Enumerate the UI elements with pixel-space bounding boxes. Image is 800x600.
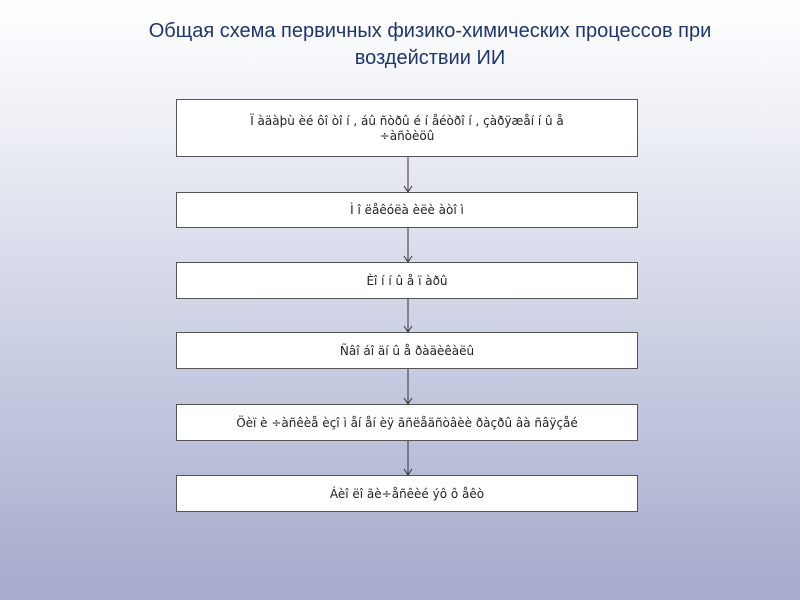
flow-box-molecule-atom <box>176 192 638 228</box>
flow-box-1-line-1: Ï àäàþù èé ôî òî í , áû ñòðû é í åéòðî í , çàðÿæåí í û å <box>250 114 564 128</box>
slide-title-line-2: воздействии ИИ <box>354 47 506 69</box>
slide-title-line-1: Общая схема первичных физико-химических процессов при <box>148 20 712 42</box>
flow-box-4-label: Ñâî áî äí û å ðàäèêàëû <box>339 344 475 358</box>
flow-box-radiation <box>176 99 638 157</box>
flow-box-cytological-changes <box>176 404 638 441</box>
flow-box-biological-effect <box>176 475 638 512</box>
flow-box-free-radicals <box>176 332 638 369</box>
flow-box-2-label: Ì î ëåêóëà èëè àòî ì <box>350 203 464 217</box>
flow-box-5-label: Öèï è ÷àñêèå èçî ì åí åí èÿ ãñëåäñòâèè ðàçðû âà ñâÿçåé <box>236 416 578 430</box>
flow-box-1-line-2: ÷àñòèöû <box>379 129 435 143</box>
flow-box-3-label: Èî í í û å ï àðû <box>366 274 448 288</box>
flow-box-ion-pairs <box>176 262 638 299</box>
flow-box-6-label: Áèî ëî ãè÷åñêèé ýô ô åêò <box>329 487 485 501</box>
